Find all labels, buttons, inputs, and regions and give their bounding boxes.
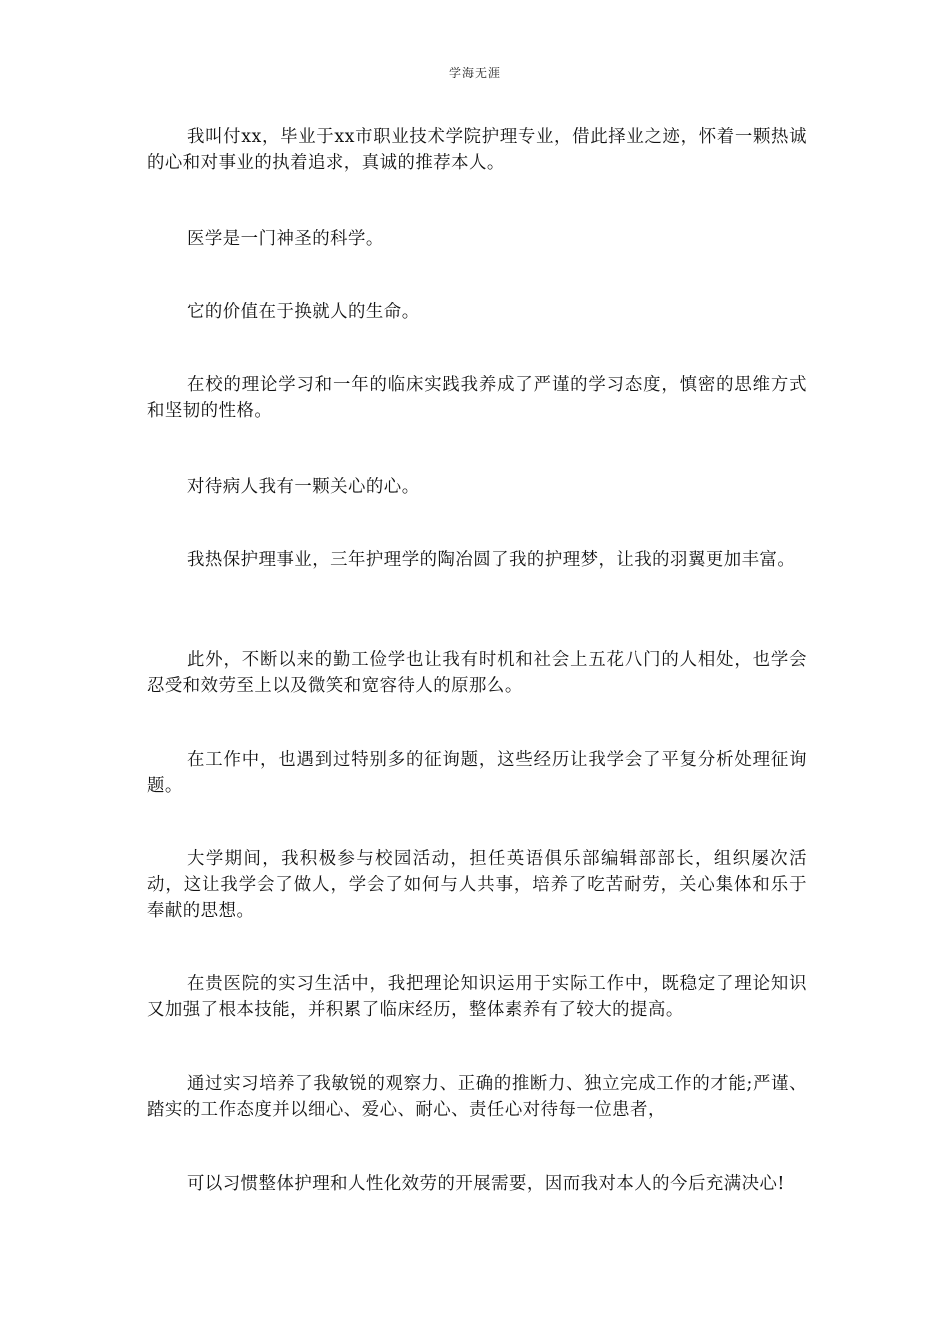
paragraph-value: 它的价值在于换就人的生命。	[187, 302, 420, 322]
paragraph-study-attitude: 在校的理论学习和一年的临床实践我养成了严谨的学习态度，慎密的思维方式和坚韧的性格。	[147, 375, 807, 421]
paragraph-self-introduction: 我叫付xx，毕业于xx市职业技术学院护理专业，借此择业之迹，怀着一颗热诚的心和对事业的执着追求，真诚的推荐本人。	[147, 127, 807, 173]
paragraph-conclusion: 可以习惯整体护理和人性化效劳的开展需要，因而我对本人的今后充满决心!	[187, 1174, 785, 1194]
paragraph-university: 大学期间，我积极参与校园活动，担任英语俱乐部编辑部部长，组织屡次活动，这让我学会了做人，学会了如何与人共事，培养了吃苦耐劳，关心集体和乐于奉献的思想。	[147, 849, 807, 921]
paragraph-work-problems: 在工作中，也遇到过特别多的征询题，这些经历让我学会了平复分析处理征询题。	[147, 750, 807, 796]
paragraph-nursing-passion: 我热保护理事业，三年护理学的陶冶圆了我的护理梦，让我的羽翼更加丰富。	[187, 550, 796, 570]
paragraph-internship: 在贵医院的实习生活中，我把理论知识运用于实际工作中，既稳定了理论知识又加强了根本技能，并积累了临床经历，整体素养有了较大的提高。	[147, 974, 807, 1020]
paragraph-skills: 通过实习培养了我敏锐的观察力、正确的推断力、独立完成工作的才能;严谨、踏实的工作态度并以细心、爱心、耐心、责任心对待每一位患者，	[147, 1074, 807, 1120]
paragraph-work-study: 此外，不断以来的勤工俭学也让我有时机和社会上五花八门的人相处，也学会忍受和效劳至上以及微笑和宽容待人的原那么。	[147, 650, 807, 696]
paragraph-patient-care: 对待病人我有一颗关心的心。	[187, 477, 420, 497]
page-header: 学海无涯	[448, 66, 501, 80]
paragraph-medicine: 医学是一门神圣的科学。	[187, 229, 384, 249]
